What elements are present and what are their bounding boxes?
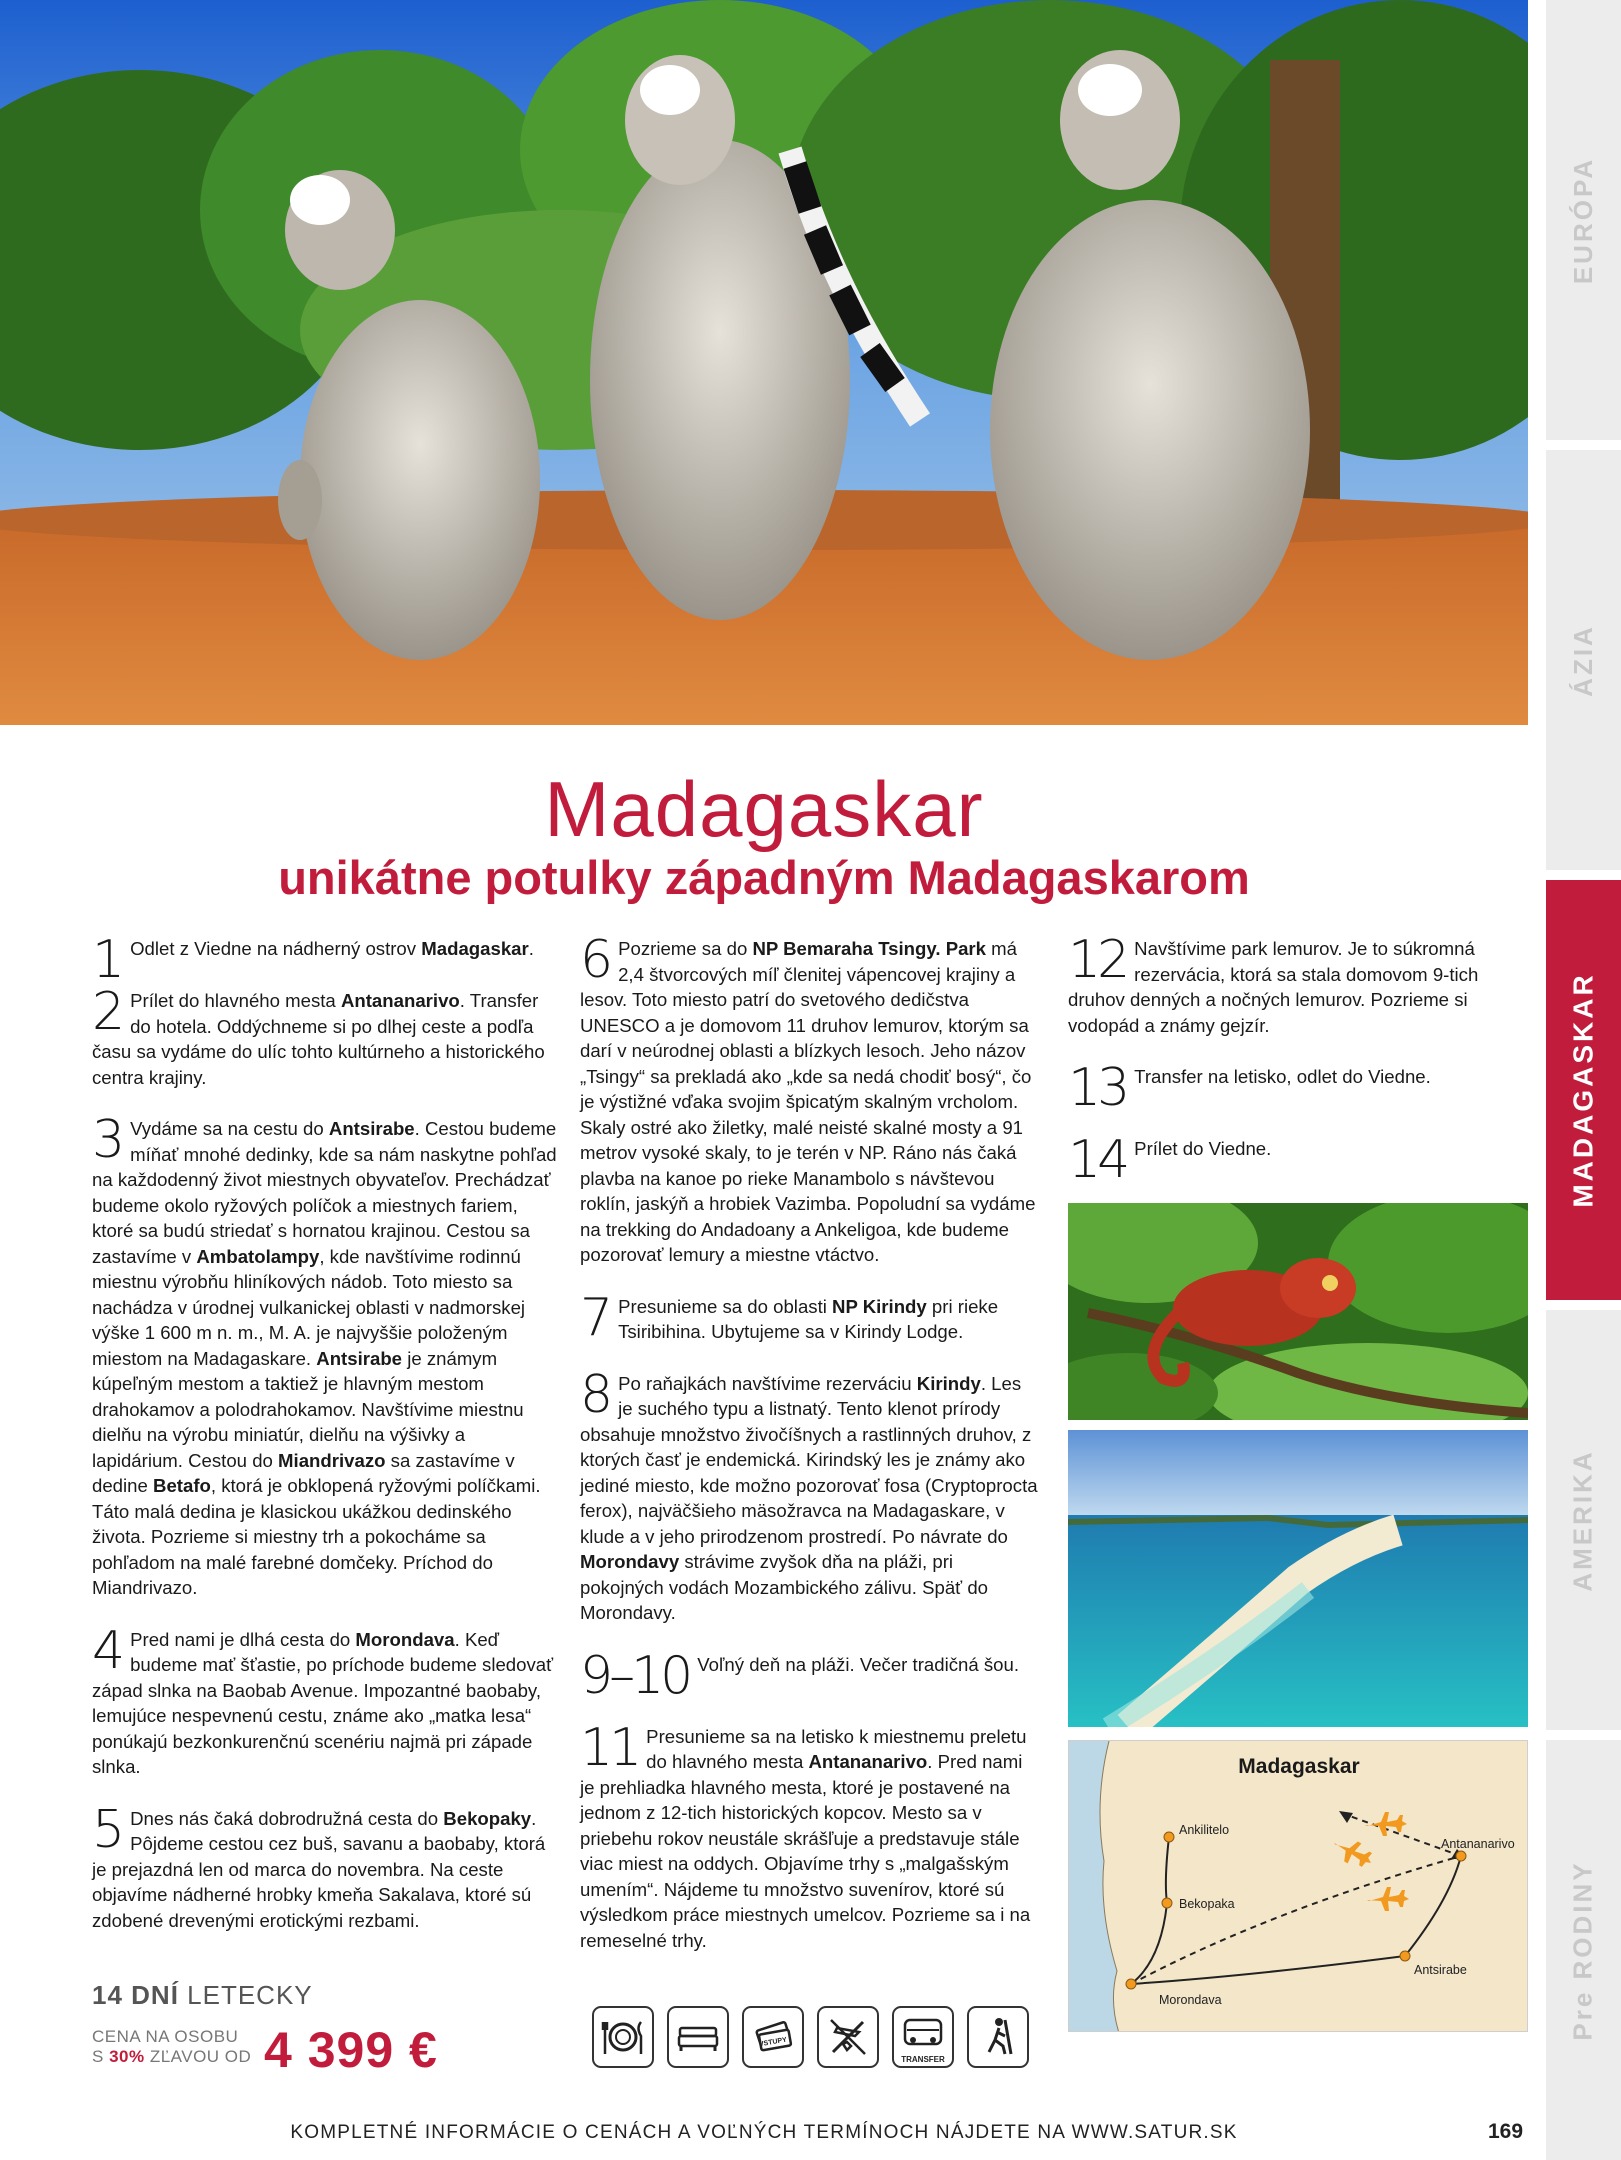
price-label [92, 2027, 251, 2067]
price-discount: 30% [109, 2047, 145, 2066]
tab-madagaskar-label: MADAGASKAR [1567, 972, 1599, 1208]
day-number: 13 [1068, 1058, 1127, 1118]
day-number: 8 [580, 1364, 611, 1425]
bed-icon [667, 2006, 729, 2068]
tab-amerika-label: AMERIKA [1568, 1448, 1598, 1592]
day-text: Pred nami je dlhá cesta do Morondava. Keď budeme mať šťastie, po príchode budeme sledovať západ slnka na Baobab Avenue. Impozantné baobaby, lemujúce nespevnenú cestu, známe ako „matka lesa“ ponúkajú bezkonkurenčnú scenériu najmä pri západe slnka. [92, 1628, 554, 1777]
day-text: Odlet z Viedne na nádherný ostrov Madagaskar. [130, 938, 534, 959]
day-2 [92, 982, 558, 1090]
day-text: Prílet do hlavného mesta Antananarivo. Transfer do hotela. Oddýchneme si po dlhej ceste a podľa času sa vydáme do ulíc tohto kultúrneho a historického centra krajiny. [92, 990, 545, 1088]
footer-info: KOMPLETNÉ INFORMÁCIE O CENÁCH A VOĽNÝCH TERMÍNOCH NÁJDETE NA WWW.SATUR.SK [290, 2122, 1238, 2143]
page-subtitle: unikátne potulky západným Madagaskarom [278, 851, 1250, 904]
day-text: Prílet do Viedne. [1134, 1138, 1272, 1159]
tab-azia[interactable] [1546, 450, 1621, 870]
flight-icon [817, 2006, 879, 2068]
day-text: Dnes nás čaká dobrodružná cesta do Bekopaky. Pôjdeme cestou cez buš, savanu a baobaby, ktorá je prejazdná len od marca do novembra. Na ceste objavíme nádherné hrobky kmeňa Sakalava, ktoré sú zdobené drevenými erotickými rezbami. [92, 1807, 546, 1931]
map-city-antsirabe: Antsirabe [1414, 1963, 1467, 1977]
day-text: Transfer na letisko, odlet do Viedne. [1134, 1066, 1431, 1087]
transfer-caption: TRANSFER [901, 2055, 945, 2064]
tab-pre-rodiny-label [1568, 1860, 1599, 2040]
section-tabs [1546, 0, 1621, 2160]
price-amount: 4 399 € [264, 2022, 438, 2078]
price-label-line1: CENA NA OSOBU [92, 2027, 239, 2046]
page-number: 169 [1488, 2120, 1524, 2143]
tickets-icon [742, 2006, 804, 2068]
beach-photo [1068, 1430, 1528, 1727]
duration-transport: LETECKY [178, 1980, 313, 2010]
day-number: 5 [92, 1799, 123, 1860]
day-7 [580, 1287, 1040, 1348]
day-3 [92, 1110, 558, 1601]
route-map [1068, 1740, 1528, 2032]
day-1 [92, 930, 558, 990]
day-6 [580, 930, 1040, 1268]
day-number: 9–10 [580, 1645, 690, 1706]
day-number: 12 [1068, 930, 1127, 990]
day-number: 14 [1068, 1130, 1127, 1190]
day-text: Voľný deň na pláži. Večer tradičná šou. [697, 1653, 1019, 1675]
itinerary-column-2 [580, 930, 1040, 1979]
day-9-10 [580, 1645, 1040, 1706]
day-5 [92, 1799, 558, 1934]
trip-duration [92, 1980, 552, 2011]
itinerary-column-1 [92, 930, 558, 1959]
hero-lemurs-image [0, 0, 1528, 725]
tab-pre-rodiny-main: RODINY [1568, 1859, 1598, 1979]
duration-days: 14 DNÍ [92, 1980, 179, 2010]
day-14 [1068, 1130, 1508, 1190]
page-title: Madagaskar [544, 765, 984, 853]
day-number: 4 [92, 1620, 123, 1681]
price-label-suffix: ZĽAVOU OD [144, 2047, 252, 2066]
tab-europa-label: EURÓPA [1568, 156, 1598, 284]
day-text: Presunieme sa na letisko k miestnemu preletu do hlavného mesta Antananarivo. Pred nami je prehliadka hlavného mesta, ktoré je postavené na jednom z 12-tich historických kopcov. Mesto sa v priebehu rokov neustále skrášľuje a predstavuje stále viac miest na oddych. Objavíme trhy s „malgašským umením“. Nájdeme tu množstvo suvenírov, ktoré sú výsledkom práce miestnych umelcov. Pozrieme sa i na remeselné trhy. [580, 1725, 1031, 1951]
map-city-bekopaka: Bekopaka [1179, 1897, 1235, 1911]
day-number: 2 [92, 982, 123, 1042]
price-row [92, 2021, 552, 2078]
day-13 [1068, 1058, 1508, 1118]
transfer-bus-icon [892, 2006, 954, 2068]
day-8 [580, 1364, 1040, 1626]
tab-madagaskar[interactable] [1546, 880, 1621, 1300]
tickets-caption: VSTUPY [758, 2036, 788, 2049]
day-number: 11 [580, 1717, 639, 1778]
meal-icon [592, 2006, 654, 2068]
tab-amerika[interactable] [1546, 1310, 1621, 1730]
day-12 [1068, 930, 1508, 1038]
day-text: Pozrieme sa do NP Bemaraha Tsingy. Park má 2,4 štvorcových míľ členitej vápencovej krajiny a lesov. Toto miesto patrí do svetového dedičstva UNESCO a je domovom 11 druhov lemurov, ktorým sa darí v neúrodnej oblasti a blízkych lesoch. Jeho názov „Tsingy“ sa prekladá ako „kde sa nedá chodiť bosý“, čo je výstižné vďaka svojim špicatým skalným vrcholom. Skaly ostré ako žiletky, malé neisté skalné mosty a 91 metrov vysoké skaly, to je terén v NP. Ráno nás čaká plavba na kanoe po rieke Manambolo s návštevou roklín, jaskýň a hrobiek Vazimba. Popoludní sa vydáme na trekking do Andadoany a Ankeligoa, kde budeme pozorovať lemury a miestne vtáctvo. [580, 938, 1036, 1265]
day-text: Navštívime park lemurov. Je to súkromná rezervácia, ktorá sa stala domovom 9-tich druhov denných a nočných lemurov. Pozrieme si vodopád a známy gejzír. [1068, 938, 1479, 1036]
tab-pre-rodiny-prefix: Pre [1568, 1978, 1598, 2041]
day-text: Presunieme sa do oblasti NP Kirindy pri rieke Tsiribihina. Ubytujeme sa v Kirindy Lodge. [618, 1295, 999, 1342]
day-number: 1 [92, 930, 123, 990]
day-text: Vydáme sa na cestu do Antsirabe. Cestou budeme míňať mnohé dedinky, kde sa nám naskytne pohľad na každodenný život miestnych obyvateľov. Prechádzať budeme okolo ryžových políčok a miestnych fariem, ktoré sa budú striedať s hornatou krajinou. Cestou sa zastavíme v Ambatolampy, kde navštívime rodinnú miestnu výrobňu hliníkových nádob. Toto miesto sa nachádza v úrodnej vulkanickej oblasti v nadmorskej výške 1 600 m n. m., M. A. je najvyššie položeným miestom na Madagaskare. Antsirabe je známym kúpeľným mestom a taktiež je hlavným mestom drahokamov a polodrahokamov. Navštívime miestnu dielňu na výrobu miniatúr, dielňu na výšivky a lapidárium. Cestou do Miandrivazo sa zastavíme v dedine Betafo, ktorá je obklopená ryžovými políčkami. Táto malá dedina je klasickou ukážkou dedinského života. Pozrieme si miestny trh a pokocháme sa pohľadom na malé farebné domčeky. Príchod do Miandrivazo. [92, 1118, 557, 1598]
tab-europa[interactable] [1546, 0, 1621, 440]
chameleon-photo [1068, 1203, 1528, 1420]
itinerary-column-3 [1068, 930, 1508, 1208]
hiking-icon [967, 2006, 1029, 2068]
price-label-prefix: S [92, 2047, 110, 2066]
tab-pre-rodiny[interactable] [1546, 1740, 1621, 2160]
map-city-antananarivo: Antananarivo [1441, 1837, 1515, 1851]
map-title: Madagaskar [1238, 1755, 1360, 1778]
day-number: 6 [580, 930, 611, 990]
map-city-ankilitelo: Ankilitelo [1179, 1823, 1230, 1837]
service-icons [592, 2006, 1029, 2068]
price-box [92, 1980, 552, 2078]
day-text: Po raňajkách navštívime rezerváciu Kirindy. Les je suchého typu a listnatý. Tento klenot prírody obsahuje množstvo živočíšnych a rastlinných druhov, z ktorých časť je endemická. Kirindský les je známy ako jediné miesto, kde možno pozorovať fosa (Cryptoprocta ferox), najväčšieho mäsožravca na Madagaskare, v klude a v jeho prirodzenom prostredí. Po návrate do Morondavy strávime zvyšok dňa na pláži, pri pokojných vodách Mozambického zálivu. Späť do Morondavy. [580, 1372, 1038, 1623]
tab-azia-label: ÁZIA [1567, 623, 1598, 697]
day-number: 7 [580, 1287, 611, 1348]
day-11 [580, 1717, 1040, 1954]
day-4 [92, 1620, 558, 1780]
map-city-morondava: Morondava [1159, 1993, 1222, 2007]
day-number: 3 [92, 1110, 123, 1170]
